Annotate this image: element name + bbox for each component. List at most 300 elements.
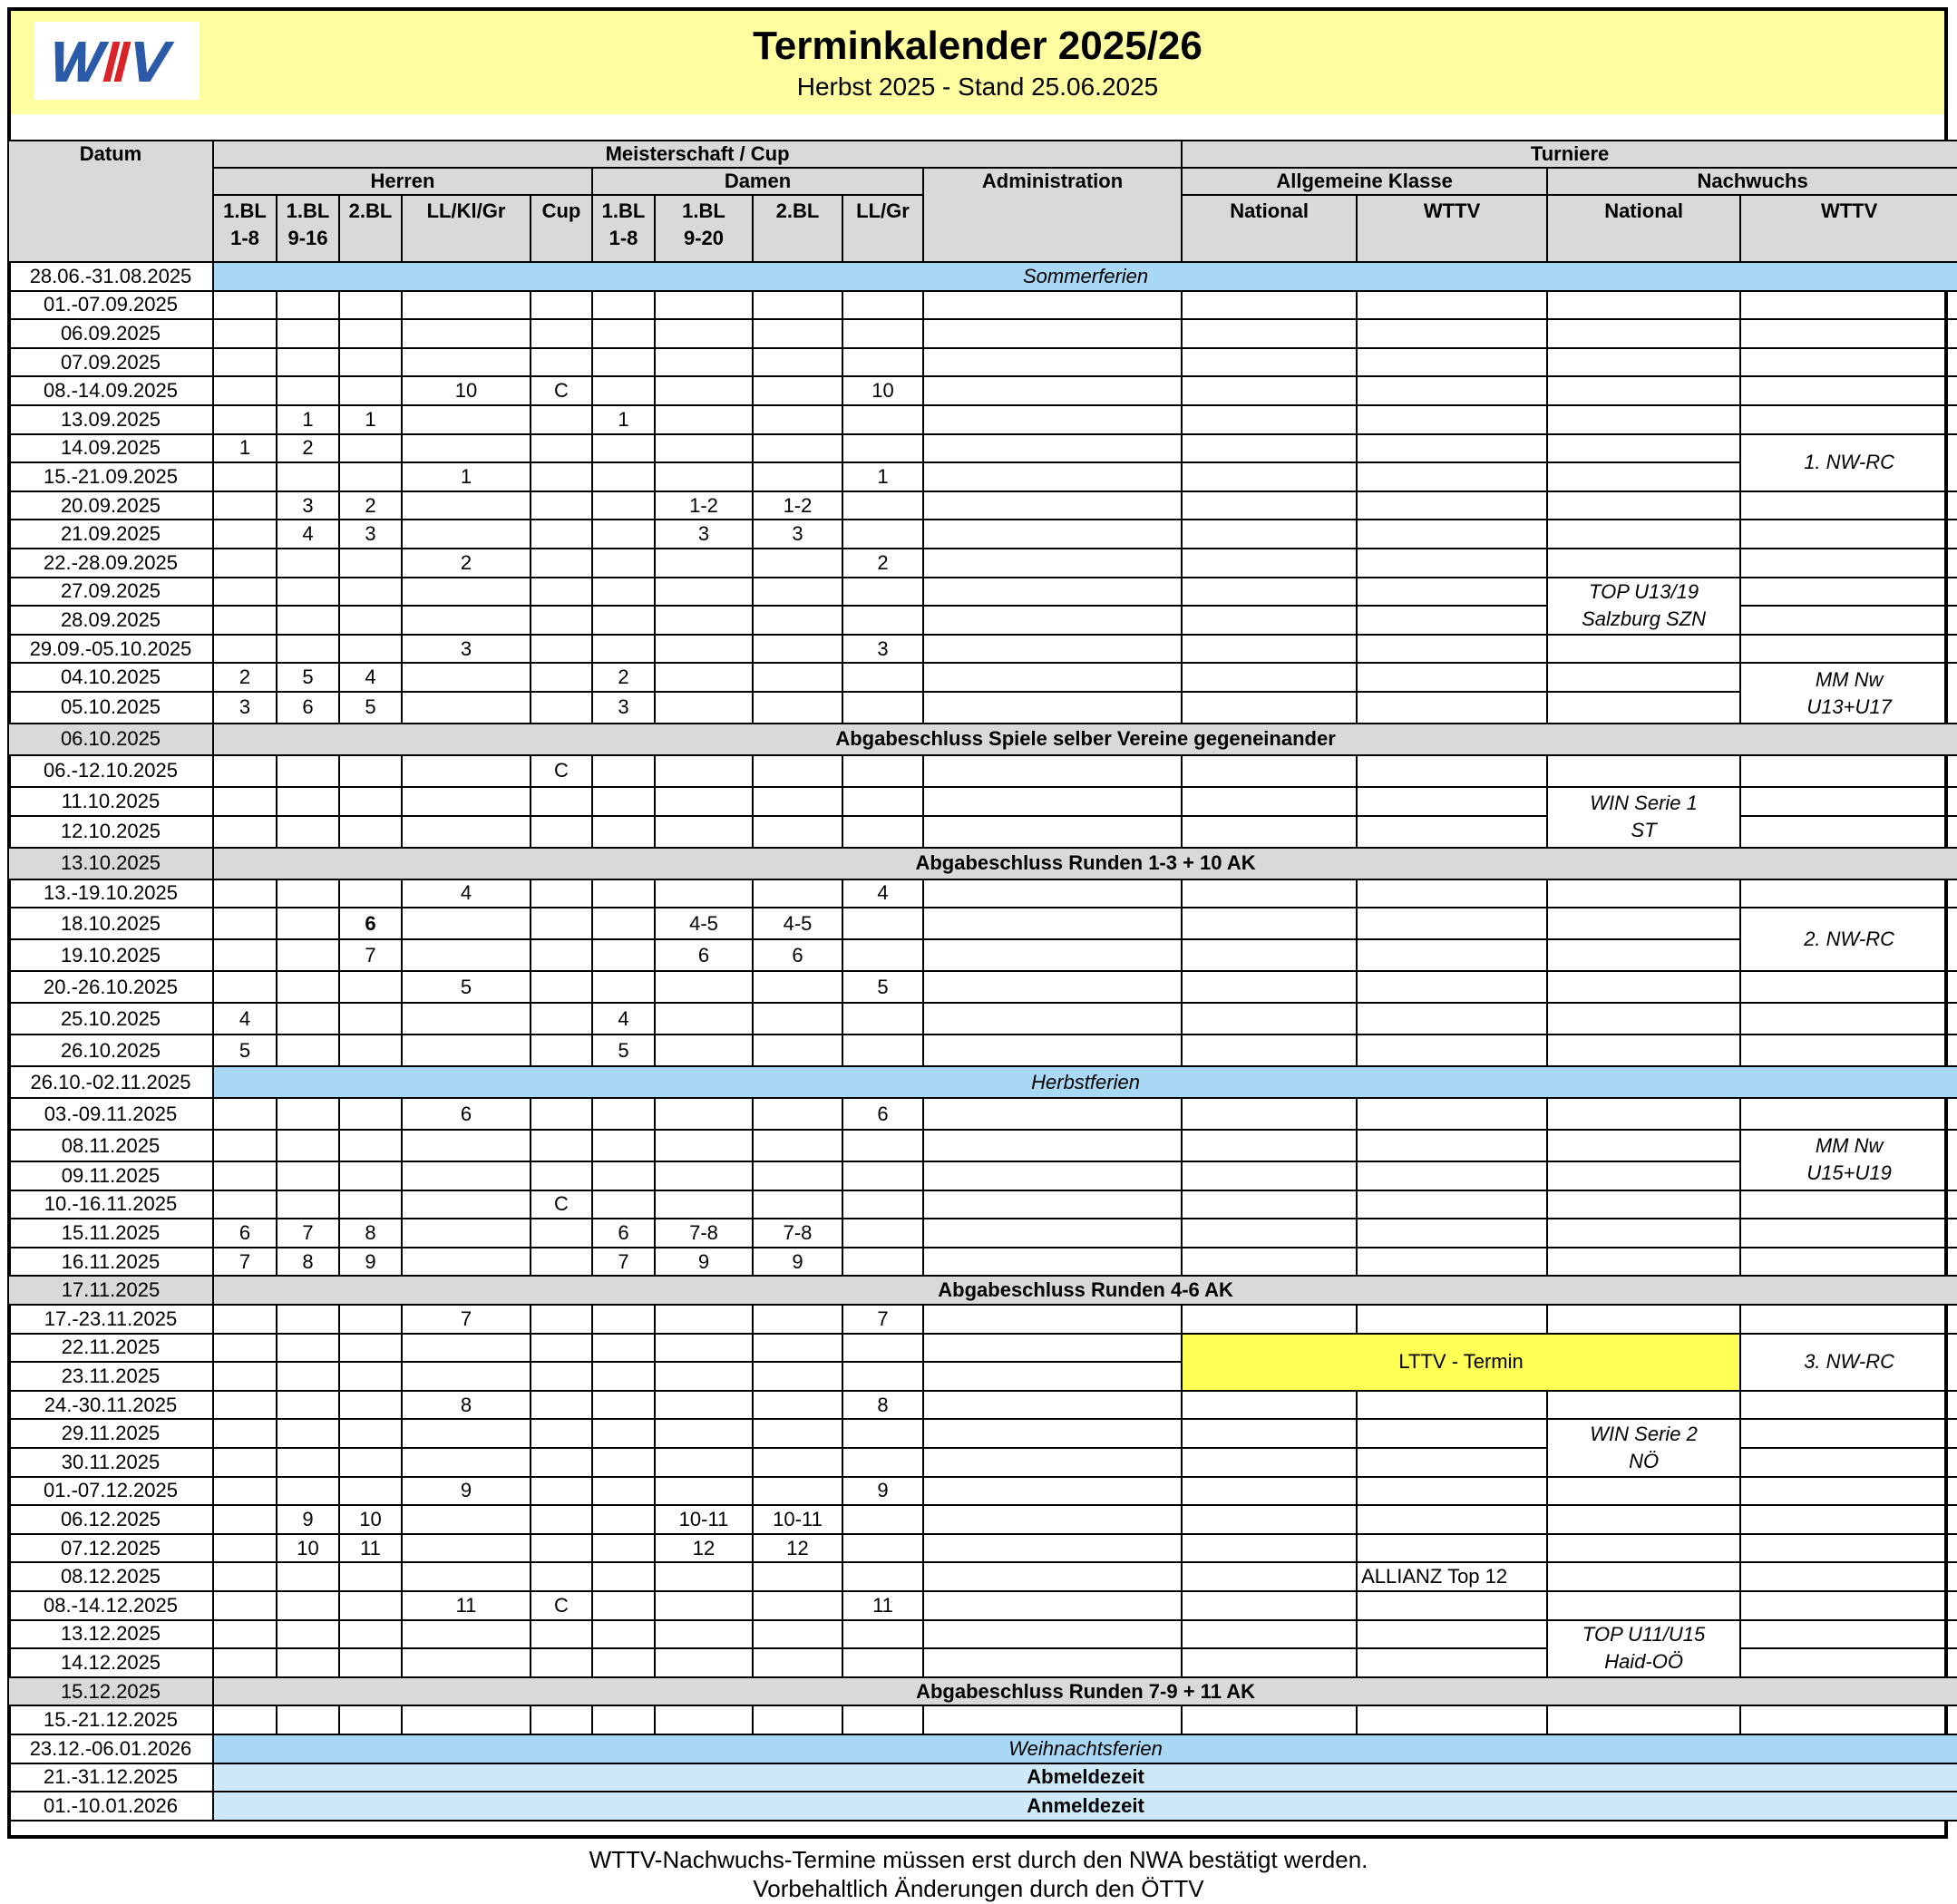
cell-d4: 4 (842, 879, 923, 908)
row-date: 17.-23.11.2025 (8, 1305, 213, 1334)
cell-d1: 3 (592, 692, 655, 724)
cell-h2: 7 (277, 1219, 339, 1248)
row-date: 14.09.2025 (8, 434, 213, 463)
cell-nw_wttv (1740, 1562, 1957, 1591)
cell-d3 (753, 1620, 842, 1649)
cell-d4 (842, 1130, 923, 1161)
cell-h2 (277, 1130, 339, 1161)
cell-adm (923, 1334, 1182, 1363)
cell-d2 (655, 1161, 753, 1190)
table-row (8, 319, 1957, 348)
cell-h4 (402, 1219, 531, 1248)
cell-d2 (655, 1448, 753, 1477)
event-cell (1740, 1334, 1957, 1391)
cell-h5 (531, 520, 592, 549)
row-date: 28.09.2025 (8, 606, 213, 635)
cell-ak_nat (1182, 1035, 1357, 1066)
cell-h3 (339, 635, 402, 664)
cell-ak_nat (1182, 692, 1357, 724)
cell-d1 (592, 879, 655, 908)
cell-adm (923, 816, 1182, 848)
cell-h3 (339, 1305, 402, 1334)
cell-h5 (531, 578, 592, 607)
cell-h5 (531, 816, 592, 848)
cell-h1 (213, 348, 277, 377)
cell-d3: 6 (753, 939, 842, 971)
cell-d2 (655, 405, 753, 434)
cell-d3 (753, 462, 842, 491)
cell-d2: 1-2 (655, 491, 753, 520)
cell-nw_wttv (1740, 376, 1957, 405)
cell-ak_wttv (1357, 1130, 1547, 1161)
cell-h4 (402, 755, 531, 787)
cell-nw_nat (1547, 1591, 1740, 1620)
cell-adm (923, 376, 1182, 405)
band-label: Abgabeschluss Runden 7-9 + 11 AK (213, 1677, 1957, 1706)
cell-nw_nat (1547, 520, 1740, 549)
cell-h1 (213, 1477, 277, 1506)
cell-h4 (402, 1562, 531, 1591)
cell-h5 (531, 1219, 592, 1248)
cell-adm (923, 291, 1182, 320)
cell-h3 (339, 1098, 402, 1130)
cell-nw_nat (1547, 434, 1740, 463)
cell-d2 (655, 376, 753, 405)
cell-nw_wttv (1740, 1098, 1957, 1130)
col-nachwuchs: Nachwuchs (1547, 168, 1957, 195)
cell-h4 (402, 1648, 531, 1677)
cell-d4 (842, 1219, 923, 1248)
cell-h5 (531, 787, 592, 816)
col-administration: Administration (923, 168, 1182, 262)
cell-nw_nat (1547, 1562, 1740, 1591)
cell-h4 (402, 816, 531, 848)
cell-nw_nat (1547, 462, 1740, 491)
cell-nw_wttv (1740, 405, 1957, 434)
row-date: 06.12.2025 (8, 1505, 213, 1534)
cell-h5 (531, 1098, 592, 1130)
cell-h3 (339, 319, 402, 348)
row-date: 08.12.2025 (8, 1562, 213, 1591)
cell-nw_nat (1547, 1161, 1740, 1190)
cell-h4 (402, 1620, 531, 1649)
cell-ak_wttv (1357, 434, 1547, 463)
table-row (8, 879, 1957, 908)
cell-h3 (339, 1648, 402, 1677)
band-row (8, 262, 1957, 291)
col-meisterschaft: Meisterschaft / Cup (213, 141, 1182, 168)
cell-d2 (655, 1190, 753, 1219)
title-banner (11, 11, 1944, 114)
cell-d4 (842, 908, 923, 939)
cell-d4: 10 (842, 376, 923, 405)
cell-h3 (339, 1448, 402, 1477)
cell-nw_nat (1547, 1705, 1740, 1734)
cell-h4 (402, 1248, 531, 1277)
cell-d1 (592, 755, 655, 787)
cell-d1 (592, 462, 655, 491)
row-date: 30.11.2025 (8, 1448, 213, 1477)
cell-d2 (655, 816, 753, 848)
col-h-1bl-9-16: 1.BL 9-16 (277, 195, 339, 262)
calendar-table (7, 140, 1957, 1821)
cell-h2 (277, 1190, 339, 1219)
cell-ak_nat (1182, 1391, 1357, 1420)
cell-ak_wttv (1357, 348, 1547, 377)
event-text: 1. NW-RC (1804, 451, 1895, 474)
cell-d4 (842, 1705, 923, 1734)
cell-h3 (339, 1362, 402, 1391)
cell-h1 (213, 1648, 277, 1677)
table-row (8, 1620, 1957, 1649)
table-row (8, 520, 1957, 549)
cell-h3 (339, 816, 402, 848)
row-date: 21.-31.12.2025 (8, 1763, 213, 1792)
cell-ak_nat (1182, 635, 1357, 664)
band-label: Abgabeschluss Runden 4-6 AK (213, 1276, 1957, 1305)
cell-d2 (655, 1620, 753, 1649)
cell-h3 (339, 462, 402, 491)
row-date: 15.-21.09.2025 (8, 462, 213, 491)
cell-adm (923, 1248, 1182, 1277)
cell-d2: 9 (655, 1248, 753, 1277)
cell-h1: 4 (213, 1003, 277, 1035)
cell-d4 (842, 606, 923, 635)
cell-h2 (277, 755, 339, 787)
cell-h3 (339, 1391, 402, 1420)
table-row (8, 1562, 1957, 1591)
cell-adm (923, 1035, 1182, 1066)
event-text: MM Nw (1815, 667, 1884, 691)
cell-h2 (277, 787, 339, 816)
cell-adm (923, 908, 1182, 939)
cell-adm (923, 692, 1182, 724)
table-row (8, 663, 1957, 692)
cell-h4 (402, 939, 531, 971)
cell-h1 (213, 549, 277, 578)
cell-d4 (842, 1003, 923, 1035)
cell-ak_nat (1182, 755, 1357, 787)
cell-h2 (277, 1591, 339, 1620)
cell-d4 (842, 1362, 923, 1391)
row-date: 08.-14.12.2025 (8, 1591, 213, 1620)
cell-nw_wttv (1740, 971, 1957, 1003)
cell-d3: 1-2 (753, 491, 842, 520)
cell-d4: 2 (842, 549, 923, 578)
row-date: 17.11.2025 (8, 1276, 213, 1305)
table-row (8, 578, 1957, 607)
cell-h3 (339, 787, 402, 816)
cell-adm (923, 348, 1182, 377)
row-date: 01.-07.12.2025 (8, 1477, 213, 1506)
cell-nw_wttv (1740, 1448, 1957, 1477)
row-date: 22.11.2025 (8, 1334, 213, 1363)
cell-nw_wttv (1740, 1705, 1957, 1734)
cell-d2 (655, 1130, 753, 1161)
cell-h2 (277, 1334, 339, 1363)
row-date: 29.11.2025 (8, 1419, 213, 1448)
cell-nw_wttv (1740, 549, 1957, 578)
cell-nw_nat (1547, 291, 1740, 320)
cell-nw_wttv (1740, 1591, 1957, 1620)
cell-h1 (213, 1505, 277, 1534)
event-text: 2. NW-RC (1804, 928, 1895, 951)
cell-h1 (213, 1362, 277, 1391)
cell-h4 (402, 291, 531, 320)
cell-d1 (592, 606, 655, 635)
cell-ak_wttv (1357, 462, 1547, 491)
cell-h3 (339, 1705, 402, 1734)
table-row (8, 1505, 1957, 1534)
cell-h1 (213, 1161, 277, 1190)
cell-d3 (753, 1130, 842, 1161)
cell-d3 (753, 549, 842, 578)
band-label: Abgabeschluss Runden 1-3 + 10 AK (213, 848, 1957, 879)
cell-h1 (213, 520, 277, 549)
band-row (8, 848, 1957, 879)
cell-h4 (402, 520, 531, 549)
cell-adm (923, 971, 1182, 1003)
event-text: NÖ (1629, 1450, 1660, 1473)
cell-ak_nat (1182, 1161, 1357, 1190)
cell-nw_wttv (1740, 1248, 1957, 1277)
cell-nw_nat (1547, 1534, 1740, 1563)
cell-h4: 10 (402, 376, 531, 405)
cell-d2 (655, 1648, 753, 1677)
cell-h2 (277, 939, 339, 971)
table-row (8, 1130, 1957, 1161)
cell-d1: 1 (592, 405, 655, 434)
cell-h4 (402, 1534, 531, 1563)
cell-h1 (213, 1130, 277, 1161)
cell-ak_wttv (1357, 1448, 1547, 1477)
event-text: WIN Serie 1 (1590, 792, 1698, 815)
cell-d4 (842, 1334, 923, 1363)
cell-h5 (531, 635, 592, 664)
cell-h4 (402, 578, 531, 607)
cell-d3 (753, 376, 842, 405)
cell-d3 (753, 578, 842, 607)
cell-adm (923, 319, 1182, 348)
cell-h3 (339, 755, 402, 787)
cell-d2 (655, 319, 753, 348)
cell-d2 (655, 1562, 753, 1591)
cell-ak_nat (1182, 549, 1357, 578)
cell-d4 (842, 663, 923, 692)
table-row (8, 1391, 1957, 1420)
cell-d2: 6 (655, 939, 753, 971)
cell-h3 (339, 376, 402, 405)
cell-d3 (753, 755, 842, 787)
cell-h5: C (531, 755, 592, 787)
page-subtitle: Herbst 2025 - Stand 25.06.2025 (796, 73, 1159, 101)
cell-d3 (753, 1477, 842, 1506)
cell-d1 (592, 1130, 655, 1161)
row-date: 06.09.2025 (8, 319, 213, 348)
table-row (8, 1477, 1957, 1506)
cell-h5: C (531, 376, 592, 405)
cell-d4 (842, 520, 923, 549)
cell-h2 (277, 1003, 339, 1035)
cell-d2 (655, 1362, 753, 1391)
cell-nw_wttv (1740, 1534, 1957, 1563)
cell-ak_nat (1182, 319, 1357, 348)
cell-d2 (655, 1591, 753, 1620)
row-date: 13.-19.10.2025 (8, 879, 213, 908)
row-date: 08.-14.09.2025 (8, 376, 213, 405)
cell-ak_nat (1182, 879, 1357, 908)
cell-ak_wttv (1357, 405, 1547, 434)
row-date: 13.09.2025 (8, 405, 213, 434)
cell-nw_wttv (1740, 1035, 1957, 1066)
cell-d2 (655, 692, 753, 724)
row-date: 28.06.-31.08.2025 (8, 262, 213, 291)
cell-adm (923, 1648, 1182, 1677)
table-row (8, 939, 1957, 971)
cell-ak_nat (1182, 1219, 1357, 1248)
cell-d1 (592, 578, 655, 607)
cell-d1 (592, 1477, 655, 1506)
cell-d2 (655, 971, 753, 1003)
cell-adm (923, 755, 1182, 787)
cell-d3 (753, 434, 842, 463)
cell-adm (923, 787, 1182, 816)
cell-h2: 10 (277, 1534, 339, 1563)
cell-nw_nat (1547, 491, 1740, 520)
cell-h2: 5 (277, 663, 339, 692)
cell-h4 (402, 606, 531, 635)
event-cell (1547, 1620, 1740, 1677)
cell-d1 (592, 1305, 655, 1334)
table-row (8, 1219, 1957, 1248)
cell-nw_wttv (1740, 1190, 1957, 1219)
cell-d3 (753, 1003, 842, 1035)
cell-d2 (655, 434, 753, 463)
cell-h2 (277, 319, 339, 348)
cell-h5 (531, 462, 592, 491)
cell-h5 (531, 1448, 592, 1477)
cell-d3 (753, 879, 842, 908)
cell-h3: 2 (339, 491, 402, 520)
cell-adm (923, 635, 1182, 664)
cell-h1: 1 (213, 434, 277, 463)
cell-ak_wttv (1357, 319, 1547, 348)
cell-nw_wttv (1740, 578, 1957, 607)
cell-d4 (842, 319, 923, 348)
cell-h2: 4 (277, 520, 339, 549)
cell-adm (923, 1505, 1182, 1534)
cell-h1: 5 (213, 1035, 277, 1066)
table-row (8, 376, 1957, 405)
cell-h3 (339, 348, 402, 377)
event-cell (1182, 1334, 1740, 1391)
cell-h3 (339, 434, 402, 463)
event-text: WIN Serie 2 (1590, 1423, 1698, 1446)
band-row (8, 1734, 1957, 1763)
cell-d3 (753, 787, 842, 816)
cell-h5 (531, 1648, 592, 1677)
cell-h1 (213, 1562, 277, 1591)
row-date: 12.10.2025 (8, 816, 213, 848)
cell-h2 (277, 1035, 339, 1066)
cell-h4: 7 (402, 1305, 531, 1334)
cell-ak_nat (1182, 520, 1357, 549)
band-row (8, 724, 1957, 755)
cell-ak_nat (1182, 939, 1357, 971)
cell-d3 (753, 1648, 842, 1677)
cell-d3 (753, 1419, 842, 1448)
cell-h3: 8 (339, 1219, 402, 1248)
cell-h2: 6 (277, 692, 339, 724)
cell-d1: 7 (592, 1248, 655, 1277)
cell-nw_wttv (1740, 319, 1957, 348)
row-date: 07.09.2025 (8, 348, 213, 377)
cell-h3 (339, 1035, 402, 1066)
table-row (8, 1334, 1957, 1363)
cell-ak_wttv (1357, 1003, 1547, 1035)
cell-ak_nat (1182, 1130, 1357, 1161)
cell-d4 (842, 1620, 923, 1649)
cell-d3 (753, 1362, 842, 1391)
cell-nw_nat (1547, 908, 1740, 939)
cell-d3 (753, 1562, 842, 1591)
cell-nw_wttv (1740, 1305, 1957, 1334)
cell-nw_nat (1547, 879, 1740, 908)
cell-d1: 6 (592, 1219, 655, 1248)
cell-nw_wttv (1740, 520, 1957, 549)
cell-h5 (531, 692, 592, 724)
cell-d2 (655, 1334, 753, 1363)
cell-adm (923, 1591, 1182, 1620)
table-row (8, 1419, 1957, 1448)
cell-h1 (213, 939, 277, 971)
cell-d4 (842, 755, 923, 787)
cell-h5 (531, 939, 592, 971)
row-date: 18.10.2025 (8, 908, 213, 939)
row-date: 16.11.2025 (8, 1248, 213, 1277)
cell-h3 (339, 1419, 402, 1448)
cell-ak_nat (1182, 1648, 1357, 1677)
cell-nw_nat (1547, 319, 1740, 348)
row-date: 13.12.2025 (8, 1620, 213, 1649)
cell-nw_wttv (1740, 1219, 1957, 1248)
cell-h4 (402, 663, 531, 692)
cell-d2 (655, 291, 753, 320)
cell-h2 (277, 549, 339, 578)
cell-nw_nat (1547, 376, 1740, 405)
cell-d3 (753, 1448, 842, 1477)
cell-nw_nat (1547, 939, 1740, 971)
cell-d2: 10-11 (655, 1505, 753, 1534)
cell-h3 (339, 1477, 402, 1506)
row-date: 06.10.2025 (8, 724, 213, 755)
cell-h2 (277, 635, 339, 664)
cell-h1 (213, 635, 277, 664)
cell-ak_nat (1182, 1705, 1357, 1734)
col-herren: Herren (213, 168, 592, 195)
cell-ak_wttv (1357, 491, 1547, 520)
band-row (8, 1763, 1957, 1792)
row-date: 08.11.2025 (8, 1130, 213, 1161)
cell-ak_nat (1182, 1591, 1357, 1620)
cell-h2 (277, 1477, 339, 1506)
cell-h1 (213, 578, 277, 607)
cell-d4 (842, 1035, 923, 1066)
cell-h4 (402, 491, 531, 520)
cell-h3: 7 (339, 939, 402, 971)
cell-ak_wttv (1357, 663, 1547, 692)
event-text: ST (1631, 819, 1657, 842)
